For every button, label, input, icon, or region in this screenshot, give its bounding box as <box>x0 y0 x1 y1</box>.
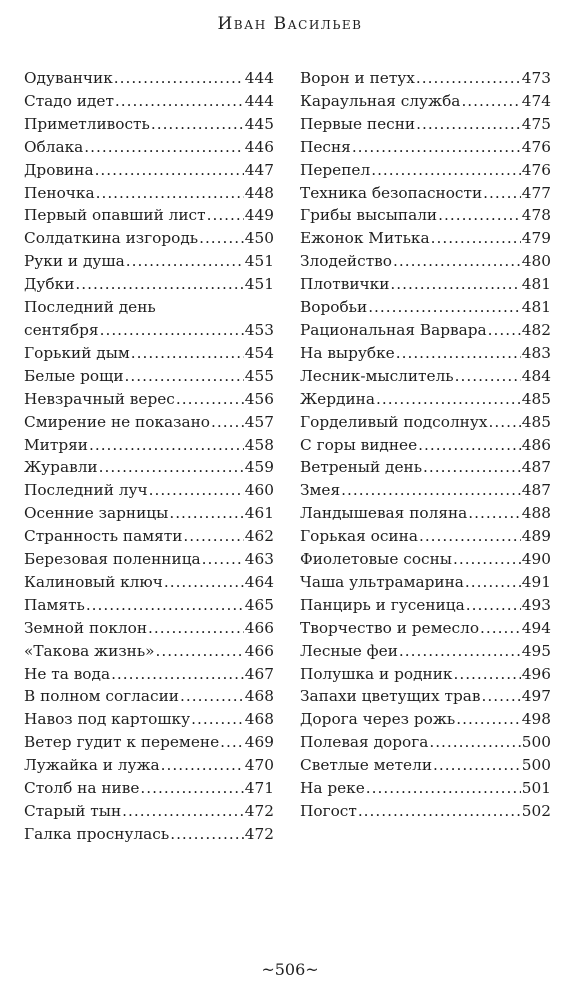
dot-leader <box>455 365 521 388</box>
toc-entry-title: Пеночка <box>24 183 95 202</box>
toc-entry-page: 476 <box>521 137 551 156</box>
toc-entry-title: Журавли <box>24 458 98 477</box>
dot-leader <box>95 159 244 182</box>
dot-leader <box>100 319 244 342</box>
toc-entry <box>300 479 551 502</box>
toc-entry <box>300 113 551 136</box>
toc-entry-page: 488 <box>521 504 551 523</box>
dot-leader <box>431 227 521 250</box>
toc-entry <box>300 617 551 640</box>
toc-entry <box>24 617 274 640</box>
dot-leader <box>180 685 244 708</box>
toc-entry-title: Ландышевая поляна <box>300 504 468 523</box>
dot-leader <box>114 67 244 90</box>
dot-leader <box>390 273 520 296</box>
dot-leader <box>220 731 244 754</box>
toc-entry-page: 458 <box>244 435 274 454</box>
toc-entry-page: 468 <box>244 710 274 729</box>
toc-entry-title: Березовая поленница <box>24 550 201 569</box>
toc-entry-page: 470 <box>244 756 274 775</box>
toc-entry <box>24 525 274 548</box>
toc-entry <box>300 90 551 113</box>
toc-entry <box>24 594 274 617</box>
dot-leader <box>489 411 521 434</box>
dot-leader <box>75 273 243 296</box>
toc-entry-title: Дубки <box>24 275 75 294</box>
dot-leader <box>438 204 521 227</box>
dot-leader <box>131 342 244 365</box>
toc-entry-page: 447 <box>244 160 274 179</box>
toc-entry-page: 483 <box>521 343 551 362</box>
toc-entry <box>24 182 274 205</box>
toc-entry-title: «Такова жизнь» <box>24 641 155 660</box>
toc-entry-page: 490 <box>521 550 551 569</box>
dot-leader <box>366 777 521 800</box>
toc-entry <box>300 227 551 250</box>
toc-entry-title: В полном согласии <box>24 687 179 706</box>
dot-leader <box>211 411 244 434</box>
toc-entry <box>24 663 274 686</box>
dot-leader <box>169 502 243 525</box>
dot-leader <box>416 113 521 136</box>
dot-leader <box>368 296 521 319</box>
dot-leader <box>352 136 521 159</box>
toc-entry <box>300 663 551 686</box>
toc-entry-title: Навоз под картошку <box>24 710 191 729</box>
dot-leader <box>419 525 521 548</box>
dot-leader <box>84 136 244 159</box>
dot-leader <box>480 617 521 640</box>
dot-leader <box>170 823 244 846</box>
toc-entry-page: 500 <box>521 733 551 752</box>
toc-entry-page: 475 <box>521 114 551 133</box>
toc-entry-title: Панцирь и гусеница <box>300 595 465 614</box>
toc-entry-page: 489 <box>521 527 551 546</box>
toc-column-left <box>24 67 274 846</box>
toc-entry-title: Рациональная Варвара <box>300 320 487 339</box>
toc-entry-title: Лужайка и лужа <box>24 756 160 775</box>
toc-entry <box>24 113 274 136</box>
toc-entry-page: 484 <box>521 366 551 385</box>
toc-entry <box>300 800 551 823</box>
toc-entry <box>24 342 274 365</box>
toc-entry-title: Земной поклон <box>24 618 148 637</box>
dot-leader <box>86 594 244 617</box>
toc-entry-page: 457 <box>244 412 274 431</box>
toc-entry-title: Столб на ниве <box>24 779 140 798</box>
toc-entry-title: Стадо идет <box>24 91 114 110</box>
toc-entry <box>24 640 274 663</box>
toc-entry <box>24 548 274 571</box>
dot-leader <box>111 663 244 686</box>
toc-entry-page: 496 <box>521 664 551 683</box>
toc-entry-page: 449 <box>244 206 274 225</box>
toc-entry-page: 500 <box>521 756 551 775</box>
running-header-author: Иван Васильев <box>217 14 363 34</box>
toc-entry-title: Ветер гудит к перемене <box>24 733 220 752</box>
toc-entry-title: С горы виднее <box>300 435 418 454</box>
toc-entry-page: 479 <box>521 229 551 248</box>
toc-entry <box>300 434 551 457</box>
toc-entry-title: Техника безопасности <box>300 183 483 202</box>
dot-leader <box>429 731 520 754</box>
dot-leader <box>115 90 244 113</box>
toc-entry <box>24 502 274 525</box>
toc-entry-title: Змея <box>300 481 341 500</box>
toc-entry <box>300 548 551 571</box>
toc-entry-page: 497 <box>521 687 551 706</box>
toc-entry <box>300 182 551 205</box>
toc-entry-title: Не та вода <box>24 664 111 683</box>
toc-entry-title: Караульная служба <box>300 91 461 110</box>
toc-entry-page: 456 <box>244 389 274 408</box>
toc-entry-page: 468 <box>244 687 274 706</box>
toc-entry <box>300 204 551 227</box>
toc-entry <box>300 708 551 731</box>
dot-leader <box>468 502 521 525</box>
toc-entry-page: 471 <box>244 779 274 798</box>
toc-entry-page: 482 <box>521 320 551 339</box>
toc-entry-title: Запахи цветущих трав <box>300 687 481 706</box>
toc-entry <box>300 525 551 548</box>
dot-leader <box>416 67 521 90</box>
toc-entry-page: 453 <box>244 320 274 339</box>
toc-entry-page: 466 <box>244 641 274 660</box>
toc-entry <box>300 571 551 594</box>
toc-entry-page: 493 <box>521 595 551 614</box>
toc-entry-page: 485 <box>521 389 551 408</box>
toc-entry <box>24 136 274 159</box>
toc-entry-title: Невзрачный верес <box>24 389 175 408</box>
toc-entry <box>24 388 274 411</box>
toc-entry-title: Дорога через рожь <box>300 710 456 729</box>
toc-entry <box>24 731 274 754</box>
toc-entry-page: 467 <box>244 664 274 683</box>
toc-entry-page: 454 <box>244 343 274 362</box>
toc-entry-title: Первый опавший лист <box>24 206 206 225</box>
dot-leader <box>149 479 244 502</box>
toc-entry-title: Приметливость <box>24 114 150 133</box>
toc-entry-page: 498 <box>521 710 551 729</box>
toc-entry-title: Руки и душа <box>24 252 125 271</box>
toc-entry-title: Облака <box>24 137 84 156</box>
dot-leader <box>202 548 244 571</box>
toc-entry-title: Воробьи <box>300 298 368 317</box>
toc-entry-page: 455 <box>244 366 274 385</box>
dot-leader <box>199 227 244 250</box>
dot-leader <box>423 456 521 479</box>
toc-entry-page: 477 <box>521 183 551 202</box>
toc-entry <box>300 159 551 182</box>
toc-entry-page: 461 <box>244 504 274 523</box>
toc-entry-title: Горькая осина <box>300 527 418 546</box>
toc-entry-title: На реке <box>300 779 365 798</box>
toc-entry-page: 465 <box>244 595 274 614</box>
toc-entry-page: 494 <box>521 618 551 637</box>
toc-entry-page: 472 <box>244 824 274 843</box>
toc-entry-title: Ворон и петух <box>300 69 415 87</box>
toc-entry-page: 473 <box>521 69 551 87</box>
toc-entry-title: Фиолетовые сосны <box>300 550 452 569</box>
dot-leader <box>148 617 244 640</box>
toc-entry-title: Первые песни <box>300 114 416 133</box>
toc-entry <box>24 67 274 90</box>
toc-entry <box>300 365 551 388</box>
toc-entry <box>300 411 551 434</box>
toc-entry <box>24 411 274 434</box>
toc-entry-page: 446 <box>244 137 274 156</box>
dot-leader <box>126 250 244 273</box>
toc-entry-page: 481 <box>521 298 551 317</box>
dot-leader <box>488 319 521 342</box>
dot-leader <box>396 342 521 365</box>
toc-entry-page: 450 <box>244 229 274 248</box>
toc-entry-title: Горький дым <box>24 343 130 362</box>
toc-entry-title: Смирение не показано <box>24 412 211 431</box>
toc-entry-page: 469 <box>244 733 274 752</box>
toc-entry-title: Песня <box>300 137 351 156</box>
toc-entry-page: 487 <box>521 481 551 500</box>
dot-leader <box>191 708 244 731</box>
toc-entry-title: Светлые метели <box>300 756 433 775</box>
dot-leader <box>466 594 521 617</box>
toc-entry-page: 501 <box>521 779 551 798</box>
toc-entry <box>24 250 274 273</box>
toc-entry-page: 474 <box>521 91 551 110</box>
toc-entry <box>24 296 274 342</box>
toc-entry <box>300 777 551 800</box>
toc-entry-title: Странность памяти <box>24 527 183 546</box>
toc-entry-title: Чаша ультрамарина <box>300 572 464 591</box>
toc-entry-page: 486 <box>521 435 551 454</box>
dot-leader <box>461 90 520 113</box>
toc-entry <box>24 685 274 708</box>
toc-entry-title: Лесные феи <box>300 641 398 660</box>
toc-entry <box>24 434 274 457</box>
toc-entry-title: Полушка и родник <box>300 664 453 683</box>
toc-entry-page: 464 <box>244 572 274 591</box>
toc-entry-page: 451 <box>244 275 274 294</box>
toc-entry-page: 478 <box>521 206 551 225</box>
toc-entry <box>24 456 274 479</box>
toc-entry-title: Калиновый ключ <box>24 572 163 591</box>
toc-entry-title: Горделивый подсолнух <box>300 412 488 431</box>
toc-entry-title: Осенние зарницы <box>24 504 169 523</box>
dot-leader <box>156 640 244 663</box>
dot-leader <box>358 800 521 823</box>
dot-leader <box>207 204 244 227</box>
dot-leader <box>140 777 243 800</box>
toc-entry-title: Лесник-мыслитель <box>300 366 454 385</box>
toc-entry <box>24 365 274 388</box>
toc-entry <box>24 204 274 227</box>
toc-entry-page: 444 <box>244 91 274 110</box>
toc-entry <box>24 708 274 731</box>
toc-entry-title: Белые рощи <box>24 366 124 385</box>
dot-leader <box>453 663 520 686</box>
toc-entry-page: 466 <box>244 618 274 637</box>
toc-column-right <box>300 67 551 823</box>
toc-entry-page: 462 <box>244 527 274 546</box>
toc-entry-title: Перепел <box>300 160 371 179</box>
toc-entry-title: Митряи <box>24 435 88 454</box>
toc-entry <box>300 502 551 525</box>
toc-entry-page: 459 <box>244 458 274 477</box>
toc-entry-page: 481 <box>521 275 551 294</box>
toc-entry-title: Полевая дорога <box>300 733 429 752</box>
dot-leader <box>164 571 244 594</box>
toc-entry-page: 460 <box>244 481 274 500</box>
toc-entry <box>300 296 551 319</box>
dot-leader <box>96 182 244 205</box>
toc-entry-title: Грибы высыпали <box>300 206 438 225</box>
toc-entry <box>300 250 551 273</box>
dot-leader <box>341 479 521 502</box>
toc-entry <box>300 456 551 479</box>
toc-entry-title: Старый тын <box>24 802 122 820</box>
toc-entry-page: 491 <box>521 572 551 591</box>
dot-leader <box>161 754 244 777</box>
toc-entry-title: Ежонок Митька <box>300 229 430 248</box>
toc-entry-title-continued: сентября <box>24 320 99 339</box>
toc-entry <box>24 823 274 846</box>
toc-entry-title: Дровина <box>24 160 94 179</box>
toc-entry-page: 480 <box>521 252 551 271</box>
toc-entry <box>300 685 551 708</box>
toc-entry <box>24 777 274 800</box>
toc-entry <box>300 731 551 754</box>
dot-leader <box>465 571 521 594</box>
toc-entry <box>300 319 551 342</box>
page-number: ~506~ <box>261 960 319 979</box>
toc-entry-title: Солдаткина изгородь <box>24 229 199 248</box>
dot-leader <box>183 525 243 548</box>
toc-entry <box>24 90 274 113</box>
toc-entry <box>24 800 274 823</box>
toc-entry <box>300 594 551 617</box>
toc-entry-page: 476 <box>521 160 551 179</box>
toc-entry <box>24 273 274 296</box>
dot-leader <box>418 434 521 457</box>
toc-entry-page: 485 <box>521 412 551 431</box>
dot-leader <box>176 388 244 411</box>
toc-entry-title: Творчество и ремесло <box>300 618 480 637</box>
toc-entry-page: 445 <box>244 114 274 133</box>
toc-entry <box>300 136 551 159</box>
dot-leader <box>399 640 521 663</box>
toc-entry-title: Злодейство <box>300 252 392 271</box>
toc-entry <box>24 227 274 250</box>
toc-entry <box>300 640 551 663</box>
dot-leader <box>393 250 521 273</box>
toc-entry <box>24 159 274 182</box>
dot-leader <box>371 159 521 182</box>
dot-leader <box>122 800 244 823</box>
toc-entry-title: Жердина <box>300 389 375 408</box>
dot-leader <box>456 708 521 731</box>
toc-entry-page: 463 <box>244 550 274 569</box>
toc-entry-title: На вырубке <box>300 343 395 362</box>
dot-leader <box>99 456 244 479</box>
toc-entry-page: 487 <box>521 458 551 477</box>
toc-entry-title: Одуванчик <box>24 69 113 87</box>
toc-entry <box>300 342 551 365</box>
toc-entry <box>300 754 551 777</box>
toc-entry-title: Последний день <box>24 298 156 317</box>
toc-entry <box>300 388 551 411</box>
toc-entry-title: Последний луч <box>24 481 148 500</box>
toc-entry-page: 472 <box>244 802 274 820</box>
toc-entry <box>24 479 274 502</box>
dot-leader <box>433 754 521 777</box>
toc-entry-title: Память <box>24 595 85 614</box>
toc-entry <box>24 571 274 594</box>
toc-entry <box>24 754 274 777</box>
toc-entry-title: Погост <box>300 802 357 820</box>
toc-entry-page: 444 <box>244 69 274 87</box>
dot-leader <box>482 685 521 708</box>
toc-entry-page: 448 <box>244 183 274 202</box>
toc-entry-page: 502 <box>521 802 551 820</box>
dot-leader <box>483 182 521 205</box>
toc-entry-page: 451 <box>244 252 274 271</box>
toc-entry <box>300 273 551 296</box>
dot-leader <box>89 434 244 457</box>
toc-entry-page: 495 <box>521 641 551 660</box>
dot-leader <box>376 388 521 411</box>
toc-entry <box>300 67 551 90</box>
toc-entry-title: Плотвички <box>300 275 390 294</box>
toc-entry-title: Ветреный день <box>300 458 423 477</box>
toc-entry-title: Галка проснулась <box>24 824 170 843</box>
dot-leader <box>453 548 521 571</box>
dot-leader <box>151 113 244 136</box>
dot-leader <box>125 365 244 388</box>
